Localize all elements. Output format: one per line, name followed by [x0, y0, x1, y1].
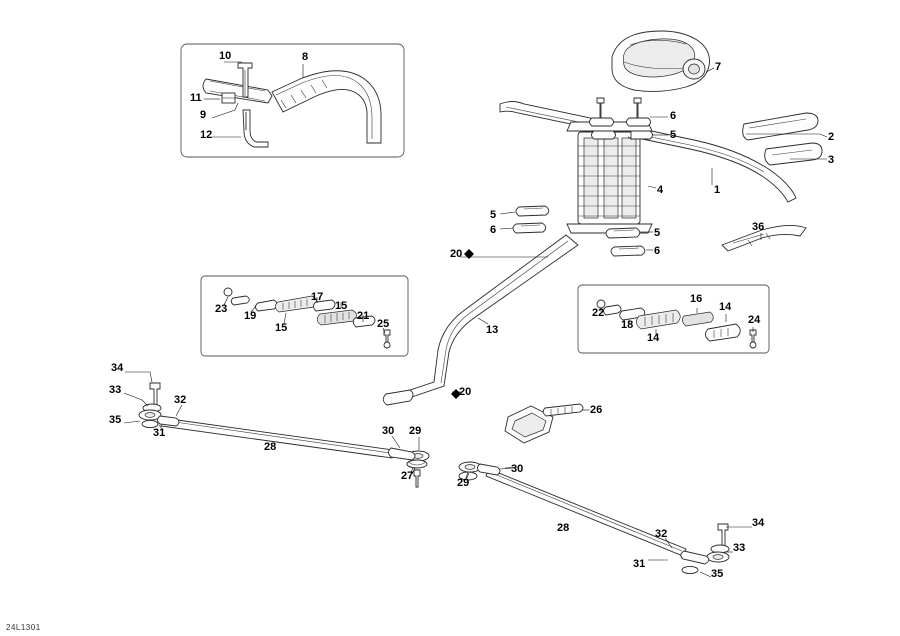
callout-5-right: 5 [654, 227, 661, 239]
part-26-bracket [505, 404, 590, 443]
part-13-steering-column [383, 235, 578, 405]
callout-3: 3 [828, 154, 835, 166]
parts-2-3-grips [743, 113, 827, 165]
callout-32-right: 32 [655, 528, 668, 540]
callout-32-left: 32 [174, 394, 187, 406]
callout-25: 25 [377, 318, 390, 330]
callout-30-lower: 30 [511, 463, 524, 475]
callout-6-left: 6 [490, 224, 497, 236]
callout-20-upper: 20 [450, 248, 463, 260]
callout-21: 21 [357, 310, 370, 322]
callout-33-right: 33 [733, 542, 746, 554]
callout-14-upper: 14 [719, 301, 732, 313]
callout-12: 12 [200, 129, 213, 141]
callout-35-right: 35 [711, 568, 724, 580]
callout-13: 13 [486, 324, 499, 336]
callout-20-lower: 20 [459, 386, 472, 398]
callout-6-right: 6 [654, 245, 661, 257]
callout-5-top: 5 [670, 129, 677, 141]
callout-4: 4 [657, 184, 664, 196]
callout-18: 18 [621, 319, 634, 331]
callout-6-top: 6 [670, 110, 677, 122]
callout-7: 7 [715, 61, 722, 73]
callout-19: 19 [244, 310, 257, 322]
callout-15-lower: 15 [275, 322, 288, 334]
callout-26: 26 [590, 404, 603, 416]
callout-35-left: 35 [109, 414, 122, 426]
callout-28-right: 28 [557, 522, 570, 534]
callout-17: 17 [311, 291, 324, 303]
callout-29-lower: 29 [457, 477, 470, 489]
callout-33-left: 33 [109, 384, 122, 396]
callout-34-left: 34 [111, 362, 124, 374]
callout-24: 24 [748, 314, 761, 326]
callout-31-right: 31 [633, 558, 646, 570]
callout-11: 11 [190, 92, 202, 104]
callout-9: 9 [200, 109, 207, 121]
callout-36: 36 [752, 221, 765, 233]
callout-14-lower: 14 [647, 332, 660, 344]
callout-8: 8 [302, 51, 309, 63]
footer-code: 24L1301 [6, 623, 41, 632]
part-7-console [612, 31, 714, 91]
callout-28-left: 28 [264, 441, 277, 453]
callout-23: 23 [215, 303, 228, 315]
callout-31-left: 31 [153, 427, 166, 439]
callout-5-left: 5 [490, 209, 497, 221]
callout-27: 27 [401, 470, 414, 482]
callout-16: 16 [690, 293, 703, 305]
lower-left-inset-frame [201, 276, 408, 356]
callout-29-upper: 29 [409, 425, 422, 437]
callout-34-right: 34 [752, 517, 765, 529]
callout-2: 2 [828, 131, 835, 143]
callout-1: 1 [714, 184, 721, 196]
part-1-handlebar [500, 102, 796, 203]
callout-10: 10 [219, 50, 232, 62]
callout-30-upper: 30 [382, 425, 395, 437]
callout-22: 22 [592, 307, 605, 319]
callout-15-upper: 15 [335, 300, 348, 312]
right-tie-rod-assembly [459, 462, 752, 577]
